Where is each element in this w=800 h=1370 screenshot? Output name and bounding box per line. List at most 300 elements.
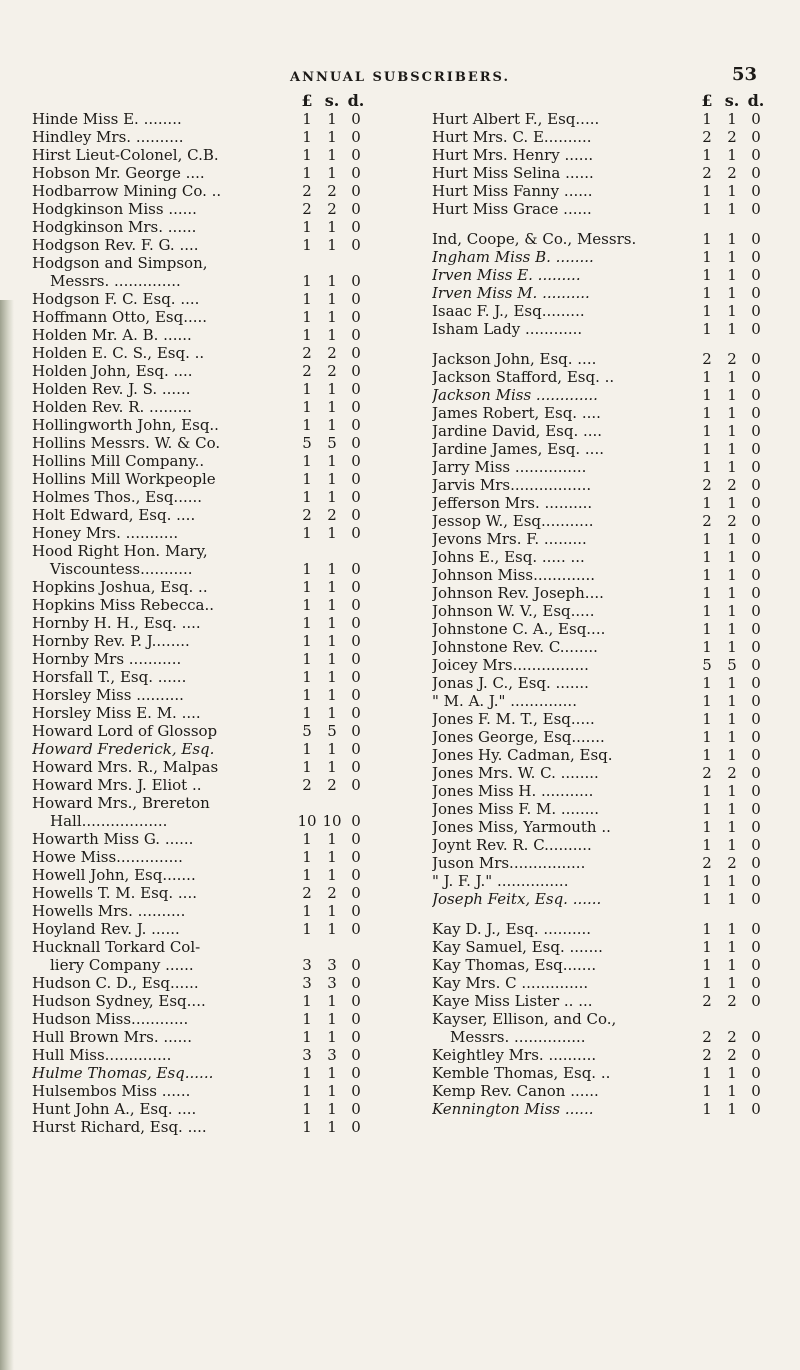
amount-pence: 0 bbox=[351, 614, 361, 632]
amount-pounds: 2 bbox=[702, 128, 712, 146]
subscriber-row bbox=[32, 794, 368, 812]
amount-pence: 0 bbox=[751, 404, 761, 422]
amount-pounds: 2 bbox=[702, 164, 712, 182]
amount-shillings: 1 bbox=[727, 728, 737, 746]
subscriber-name: Hornby H. H., Esq. .... bbox=[32, 614, 201, 632]
subscriber-name: James Robert, Esq. .... bbox=[432, 404, 601, 422]
subscriber-row bbox=[432, 566, 768, 584]
amount-pounds: 1 bbox=[302, 758, 312, 776]
amount-shillings: 1 bbox=[327, 704, 337, 722]
amount-shillings: 3 bbox=[327, 974, 337, 992]
amount-pounds: 1 bbox=[702, 584, 712, 602]
subscriber-name: Jackson John, Esq. .... bbox=[432, 350, 597, 368]
amount-pounds: 2 bbox=[702, 764, 712, 782]
amount-shillings: 1 bbox=[327, 164, 337, 182]
amount-pence: 0 bbox=[751, 266, 761, 284]
subscriber-name: Howells Mrs. .......... bbox=[32, 902, 186, 920]
amount-pounds: 2 bbox=[702, 1046, 712, 1064]
subscriber-name: Hoffmann Otto, Esq..... bbox=[32, 308, 208, 326]
amount-shillings: 1 bbox=[327, 686, 337, 704]
amount-pence: 0 bbox=[351, 776, 361, 794]
subscriber-name: Hollins Mill Company.. bbox=[32, 452, 205, 470]
amount-shillings: 1 bbox=[727, 692, 737, 710]
amount-pounds: 3 bbox=[302, 956, 312, 974]
amount-shillings: 1 bbox=[727, 458, 737, 476]
amount-pounds: 1 bbox=[702, 386, 712, 404]
amount-pence: 0 bbox=[751, 512, 761, 530]
amount-pence: 0 bbox=[351, 1082, 361, 1100]
amount-pence: 0 bbox=[751, 368, 761, 386]
amount-pounds: 1 bbox=[302, 488, 312, 506]
amount-pounds: 2 bbox=[702, 1028, 712, 1046]
amount-pounds: 1 bbox=[302, 218, 312, 236]
amount-pounds: 1 bbox=[302, 416, 312, 434]
subscriber-name: Howarth Miss G. ...... bbox=[32, 830, 194, 848]
subscriber-name: Hulsembos Miss ...... bbox=[32, 1082, 191, 1100]
amount-pence: 0 bbox=[351, 308, 361, 326]
subscriber-name: Hoyland Rev. J. ...... bbox=[32, 920, 180, 938]
amount-shillings: 1 bbox=[327, 614, 337, 632]
subscriber-row bbox=[32, 668, 368, 686]
subscriber-row bbox=[432, 746, 768, 764]
amount-pence: 0 bbox=[751, 440, 761, 458]
subscriber-row bbox=[32, 830, 368, 848]
amount-pounds: 1 bbox=[302, 290, 312, 308]
subscriber-name: Johnson W. V., Esq..... bbox=[432, 602, 595, 620]
subscriber-row bbox=[32, 650, 368, 668]
amount-pounds: 1 bbox=[702, 146, 712, 164]
amount-pence: 0 bbox=[351, 182, 361, 200]
amount-pounds: 2 bbox=[702, 350, 712, 368]
amount-pence: 0 bbox=[751, 746, 761, 764]
amount-shillings: 1 bbox=[327, 146, 337, 164]
subscriber-name: Irven Miss M. .......... bbox=[432, 284, 590, 302]
subscriber-name: Messrs. ............... bbox=[450, 1028, 586, 1046]
subscriber-name: Jackson Miss ............. bbox=[432, 386, 598, 404]
amount-pounds: 1 bbox=[302, 578, 312, 596]
amount-shillings: 2 bbox=[327, 200, 337, 218]
subscriber-row bbox=[32, 920, 368, 938]
subscriber-row bbox=[432, 350, 768, 368]
amount-shillings: 1 bbox=[727, 494, 737, 512]
amount-pounds: 2 bbox=[302, 506, 312, 524]
amount-pounds: 1 bbox=[702, 248, 712, 266]
subscriber-name: Isham Lady ............ bbox=[432, 320, 583, 338]
amount-pence: 0 bbox=[751, 854, 761, 872]
amount-pounds: 1 bbox=[702, 872, 712, 890]
amount-pence: 0 bbox=[751, 530, 761, 548]
amount-pence: 0 bbox=[751, 602, 761, 620]
amount-shillings: 1 bbox=[727, 548, 737, 566]
subscriber-name: Hudson Miss............ bbox=[32, 1010, 189, 1028]
subscriber-row bbox=[32, 470, 368, 488]
subscriber-name: Hollingworth John, Esq.. bbox=[32, 416, 219, 434]
amount-pounds: 1 bbox=[302, 236, 312, 254]
amount-pounds: 1 bbox=[702, 458, 712, 476]
subscriber-name: Ind, Coope, & Co., Messrs. bbox=[432, 230, 637, 248]
subscriber-row bbox=[432, 320, 768, 338]
amount-pence: 0 bbox=[751, 800, 761, 818]
amount-shillings: 1 bbox=[327, 1010, 337, 1028]
subscriber-row bbox=[432, 440, 768, 458]
amount-shillings: 1 bbox=[327, 578, 337, 596]
subscriber-row bbox=[432, 992, 768, 1010]
amount-pounds: 1 bbox=[702, 1064, 712, 1082]
subscriber-name: Hall.................. bbox=[50, 812, 168, 830]
subscriber-name: Hunt John A., Esq. .... bbox=[32, 1100, 197, 1118]
amount-pounds: 1 bbox=[702, 320, 712, 338]
amount-pence: 0 bbox=[751, 674, 761, 692]
subscriber-name: Howe Miss.............. bbox=[32, 848, 183, 866]
left-subscriber-list bbox=[32, 110, 368, 1136]
subscriber-name: Jardine David, Esq. .... bbox=[432, 422, 603, 440]
amount-shillings: 2 bbox=[327, 884, 337, 902]
amount-pounds: 2 bbox=[302, 362, 312, 380]
amount-pounds: 1 bbox=[302, 164, 312, 182]
amount-pounds: 1 bbox=[702, 638, 712, 656]
binding-shadow bbox=[0, 300, 14, 1370]
subscriber-row bbox=[32, 722, 368, 740]
subscriber-name: Ingham Miss B. ........ bbox=[432, 248, 594, 266]
subscriber-name: Johnstone C. A., Esq.... bbox=[432, 620, 606, 638]
amount-shillings: 1 bbox=[727, 620, 737, 638]
subscriber-name: Hollins Messrs. W. & Co. bbox=[32, 434, 221, 452]
amount-pounds: 1 bbox=[302, 1118, 312, 1136]
amount-pence: 0 bbox=[751, 728, 761, 746]
amount-shillings: 1 bbox=[727, 836, 737, 854]
amount-pounds: 1 bbox=[302, 1064, 312, 1082]
subscriber-row bbox=[32, 128, 368, 146]
amount-pounds: 1 bbox=[302, 632, 312, 650]
subscriber-name: Hodbarrow Mining Co. .. bbox=[32, 182, 222, 200]
subscriber-name: Howard Frederick, Esq. bbox=[32, 740, 215, 758]
amount-pounds: 1 bbox=[702, 404, 712, 422]
subscriber-name: Jones Hy. Cadman, Esq. bbox=[432, 746, 613, 764]
amount-shillings: 5 bbox=[727, 656, 737, 674]
amount-pounds: 1 bbox=[702, 548, 712, 566]
amount-shillings: 1 bbox=[727, 602, 737, 620]
amount-pence: 0 bbox=[751, 302, 761, 320]
subscriber-name: Holden Rev. R. ......... bbox=[32, 398, 192, 416]
amount-pence: 0 bbox=[351, 632, 361, 650]
subscriber-name: Jonas J. C., Esq. ....... bbox=[432, 674, 589, 692]
subscriber-name: Hurt Mrs. C. E.......... bbox=[432, 128, 592, 146]
amount-pounds: 1 bbox=[702, 230, 712, 248]
amount-shillings: 1 bbox=[727, 284, 737, 302]
subscriber-row bbox=[32, 308, 368, 326]
amount-pence: 0 bbox=[351, 200, 361, 218]
subscriber-row bbox=[432, 284, 768, 302]
amount-pounds: 1 bbox=[702, 494, 712, 512]
subscriber-row bbox=[32, 866, 368, 884]
pounds-header: £ bbox=[301, 92, 313, 110]
subscriber-row bbox=[32, 1118, 368, 1136]
subscriber-name: Joseph Feitx, Esq. ...... bbox=[432, 890, 602, 908]
amount-pounds: 1 bbox=[302, 398, 312, 416]
amount-pence: 0 bbox=[351, 470, 361, 488]
amount-pence: 0 bbox=[351, 1100, 361, 1118]
amount-pence: 0 bbox=[351, 488, 361, 506]
amount-pence: 0 bbox=[351, 740, 361, 758]
amount-pence: 0 bbox=[351, 560, 361, 578]
subscriber-name: Hodgson and Simpson, bbox=[32, 254, 208, 272]
pounds-header: £ bbox=[701, 92, 713, 110]
amount-pence: 0 bbox=[351, 1028, 361, 1046]
amount-pence: 0 bbox=[351, 146, 361, 164]
subscriber-name: Jessop W., Esq........... bbox=[432, 512, 594, 530]
subscriber-name: Jarvis Mrs................. bbox=[432, 476, 592, 494]
amount-pounds: 10 bbox=[297, 812, 317, 830]
subscriber-name: Kay D. J., Esq. .......... bbox=[432, 920, 592, 938]
subscriber-row bbox=[32, 362, 368, 380]
subscriber-row bbox=[432, 602, 768, 620]
amount-shillings: 1 bbox=[327, 380, 337, 398]
amount-shillings: 2 bbox=[727, 764, 737, 782]
amount-pence: 0 bbox=[351, 650, 361, 668]
amount-shillings: 1 bbox=[327, 272, 337, 290]
subscriber-name: " M. A. J." .............. bbox=[432, 692, 577, 710]
subscriber-row bbox=[432, 1064, 768, 1082]
amount-pence: 0 bbox=[351, 236, 361, 254]
amount-pounds: 1 bbox=[702, 956, 712, 974]
amount-shillings: 1 bbox=[327, 1028, 337, 1046]
subscriber-row bbox=[32, 1100, 368, 1118]
amount-shillings: 1 bbox=[727, 1082, 737, 1100]
amount-pounds: 1 bbox=[302, 740, 312, 758]
amount-pence: 0 bbox=[351, 812, 361, 830]
amount-pounds: 1 bbox=[702, 674, 712, 692]
subscriber-row bbox=[432, 710, 768, 728]
currency-header bbox=[32, 92, 368, 110]
subscriber-row bbox=[432, 422, 768, 440]
amount-pounds: 1 bbox=[702, 890, 712, 908]
amount-pence: 0 bbox=[751, 182, 761, 200]
amount-pence: 0 bbox=[751, 872, 761, 890]
amount-pounds: 2 bbox=[302, 200, 312, 218]
subscriber-name: Hollins Mill Workpeople bbox=[32, 470, 216, 488]
subscriber-row bbox=[432, 854, 768, 872]
amount-shillings: 1 bbox=[327, 758, 337, 776]
amount-pence: 0 bbox=[751, 110, 761, 128]
amount-shillings: 1 bbox=[327, 992, 337, 1010]
subscriber-row bbox=[32, 560, 368, 578]
amount-pounds: 1 bbox=[702, 836, 712, 854]
amount-pence: 0 bbox=[751, 1046, 761, 1064]
amount-shillings: 1 bbox=[327, 848, 337, 866]
amount-pounds: 2 bbox=[702, 992, 712, 1010]
subscriber-row bbox=[32, 488, 368, 506]
amount-pounds: 1 bbox=[302, 992, 312, 1010]
subscriber-row bbox=[432, 890, 768, 908]
subscriber-name: Horsfall T., Esq. ...... bbox=[32, 668, 187, 686]
amount-pence: 0 bbox=[751, 422, 761, 440]
amount-shillings: 1 bbox=[727, 320, 737, 338]
amount-shillings: 1 bbox=[327, 290, 337, 308]
subscriber-name: Hindley Mrs. .......... bbox=[32, 128, 184, 146]
shillings-header: s. bbox=[324, 92, 340, 110]
amount-shillings: 1 bbox=[727, 920, 737, 938]
amount-pounds: 5 bbox=[702, 656, 712, 674]
subscriber-row bbox=[432, 1010, 768, 1028]
subscriber-row bbox=[432, 656, 768, 674]
amount-pence: 0 bbox=[751, 584, 761, 602]
amount-pence: 0 bbox=[751, 710, 761, 728]
amount-pence: 0 bbox=[751, 818, 761, 836]
subscriber-row bbox=[32, 902, 368, 920]
amount-shillings: 3 bbox=[327, 956, 337, 974]
amount-pence: 0 bbox=[351, 578, 361, 596]
amount-pence: 0 bbox=[351, 848, 361, 866]
subscriber-name: Howard Mrs. J. Eliot .. bbox=[32, 776, 202, 794]
amount-pence: 0 bbox=[751, 458, 761, 476]
subscriber-name: Howard Lord of Glossop bbox=[32, 722, 218, 740]
subscriber-name: Juson Mrs................ bbox=[432, 854, 586, 872]
amount-pence: 0 bbox=[351, 218, 361, 236]
amount-pence: 0 bbox=[751, 200, 761, 218]
subscriber-name: Keightley Mrs. .......... bbox=[432, 1046, 597, 1064]
subscriber-name: Viscountess........... bbox=[50, 560, 193, 578]
subscriber-row bbox=[432, 728, 768, 746]
amount-shillings: 1 bbox=[327, 236, 337, 254]
amount-pence: 0 bbox=[751, 128, 761, 146]
subscriber-name: Kayser, Ellison, and Co., bbox=[432, 1010, 617, 1028]
amount-pence: 0 bbox=[351, 398, 361, 416]
amount-shillings: 1 bbox=[727, 746, 737, 764]
subscriber-row bbox=[432, 302, 768, 320]
subscriber-row bbox=[32, 290, 368, 308]
subscriber-name: Johns E., Esq. ..... ... bbox=[432, 548, 585, 566]
amount-shillings: 2 bbox=[727, 992, 737, 1010]
amount-pounds: 1 bbox=[302, 308, 312, 326]
amount-pounds: 1 bbox=[302, 560, 312, 578]
subscriber-name: Howard Mrs. R., Malpas bbox=[32, 758, 219, 776]
subscriber-name: Joicey Mrs................ bbox=[432, 656, 589, 674]
subscriber-row bbox=[32, 236, 368, 254]
amount-shillings: 1 bbox=[727, 710, 737, 728]
subscriber-name: Hurst Richard, Esq. .... bbox=[32, 1118, 207, 1136]
amount-pounds: 1 bbox=[302, 524, 312, 542]
amount-shillings: 2 bbox=[327, 182, 337, 200]
amount-pence: 0 bbox=[351, 902, 361, 920]
amount-pence: 0 bbox=[751, 350, 761, 368]
amount-shillings: 3 bbox=[327, 1046, 337, 1064]
subscriber-name: Jackson Stafford, Esq. .. bbox=[432, 368, 615, 386]
amount-pence: 0 bbox=[351, 722, 361, 740]
subscriber-row bbox=[32, 200, 368, 218]
amount-pence: 0 bbox=[351, 524, 361, 542]
shillings-header: s. bbox=[724, 92, 740, 110]
subscriber-row bbox=[432, 230, 768, 248]
subscriber-name: Holden Mr. A. B. ...... bbox=[32, 326, 192, 344]
amount-pounds: 1 bbox=[302, 614, 312, 632]
amount-shillings: 1 bbox=[727, 938, 737, 956]
amount-shillings: 1 bbox=[727, 1064, 737, 1082]
amount-pounds: 1 bbox=[702, 620, 712, 638]
subscriber-name: Hopkins Miss Rebecca.. bbox=[32, 596, 214, 614]
amount-shillings: 5 bbox=[327, 434, 337, 452]
amount-shillings: 2 bbox=[727, 128, 737, 146]
amount-pence: 0 bbox=[751, 548, 761, 566]
subscriber-row bbox=[32, 956, 368, 974]
subscriber-row bbox=[432, 674, 768, 692]
amount-pence: 0 bbox=[351, 380, 361, 398]
subscriber-row bbox=[432, 368, 768, 386]
amount-shillings: 1 bbox=[327, 650, 337, 668]
subscriber-name: Hobson Mr. George .... bbox=[32, 164, 205, 182]
amount-shillings: 2 bbox=[727, 476, 737, 494]
amount-pence: 0 bbox=[751, 638, 761, 656]
amount-shillings: 10 bbox=[322, 812, 342, 830]
amount-shillings: 1 bbox=[727, 200, 737, 218]
subscriber-row bbox=[432, 920, 768, 938]
amount-pounds: 1 bbox=[702, 284, 712, 302]
amount-shillings: 1 bbox=[327, 110, 337, 128]
amount-shillings: 1 bbox=[727, 584, 737, 602]
subscriber-name: Jefferson Mrs. .......... bbox=[432, 494, 593, 512]
amount-pounds: 1 bbox=[702, 782, 712, 800]
amount-shillings: 1 bbox=[327, 740, 337, 758]
amount-shillings: 1 bbox=[727, 530, 737, 548]
amount-pounds: 1 bbox=[302, 902, 312, 920]
subscriber-name: Hull Brown Mrs. ...... bbox=[32, 1028, 192, 1046]
amount-pounds: 1 bbox=[302, 866, 312, 884]
amount-pence: 0 bbox=[751, 386, 761, 404]
amount-pounds: 1 bbox=[702, 746, 712, 764]
subscriber-row bbox=[32, 632, 368, 650]
subscriber-row bbox=[432, 872, 768, 890]
subscriber-row bbox=[432, 956, 768, 974]
amount-shillings: 1 bbox=[327, 830, 337, 848]
amount-shillings: 1 bbox=[327, 596, 337, 614]
subscriber-row bbox=[32, 776, 368, 794]
subscriber-row bbox=[32, 614, 368, 632]
subscriber-row bbox=[32, 218, 368, 236]
amount-pounds: 3 bbox=[302, 974, 312, 992]
subscriber-row bbox=[432, 200, 768, 218]
subscriber-row bbox=[32, 272, 368, 290]
subscriber-row bbox=[32, 578, 368, 596]
amount-shillings: 1 bbox=[727, 386, 737, 404]
amount-pence: 0 bbox=[751, 974, 761, 992]
subscriber-name: Hudson Sydney, Esq.... bbox=[32, 992, 206, 1010]
amount-shillings: 2 bbox=[727, 1028, 737, 1046]
subscriber-row bbox=[32, 416, 368, 434]
amount-shillings: 2 bbox=[327, 362, 337, 380]
subscriber-row bbox=[432, 512, 768, 530]
subscriber-name: Johnson Miss............. bbox=[432, 566, 596, 584]
amount-pence: 0 bbox=[351, 1118, 361, 1136]
subscriber-name: Hodgkinson Mrs. ...... bbox=[32, 218, 197, 236]
amount-pounds: 2 bbox=[702, 512, 712, 530]
amount-pounds: 1 bbox=[302, 1082, 312, 1100]
subscriber-row bbox=[32, 596, 368, 614]
amount-shillings: 2 bbox=[727, 164, 737, 182]
amount-shillings: 1 bbox=[327, 1100, 337, 1118]
amount-shillings: 1 bbox=[327, 1082, 337, 1100]
subscriber-name: Hirst Lieut-Colonel, C.B. bbox=[32, 146, 219, 164]
amount-shillings: 1 bbox=[327, 218, 337, 236]
amount-shillings: 1 bbox=[327, 398, 337, 416]
amount-shillings: 1 bbox=[727, 248, 737, 266]
amount-pounds: 1 bbox=[302, 830, 312, 848]
subscriber-row bbox=[32, 542, 368, 560]
subscriber-row bbox=[32, 344, 368, 362]
subscriber-row bbox=[32, 380, 368, 398]
amount-pounds: 1 bbox=[302, 326, 312, 344]
amount-shillings: 1 bbox=[327, 920, 337, 938]
subscriber-row bbox=[432, 584, 768, 602]
amount-shillings: 1 bbox=[327, 1118, 337, 1136]
